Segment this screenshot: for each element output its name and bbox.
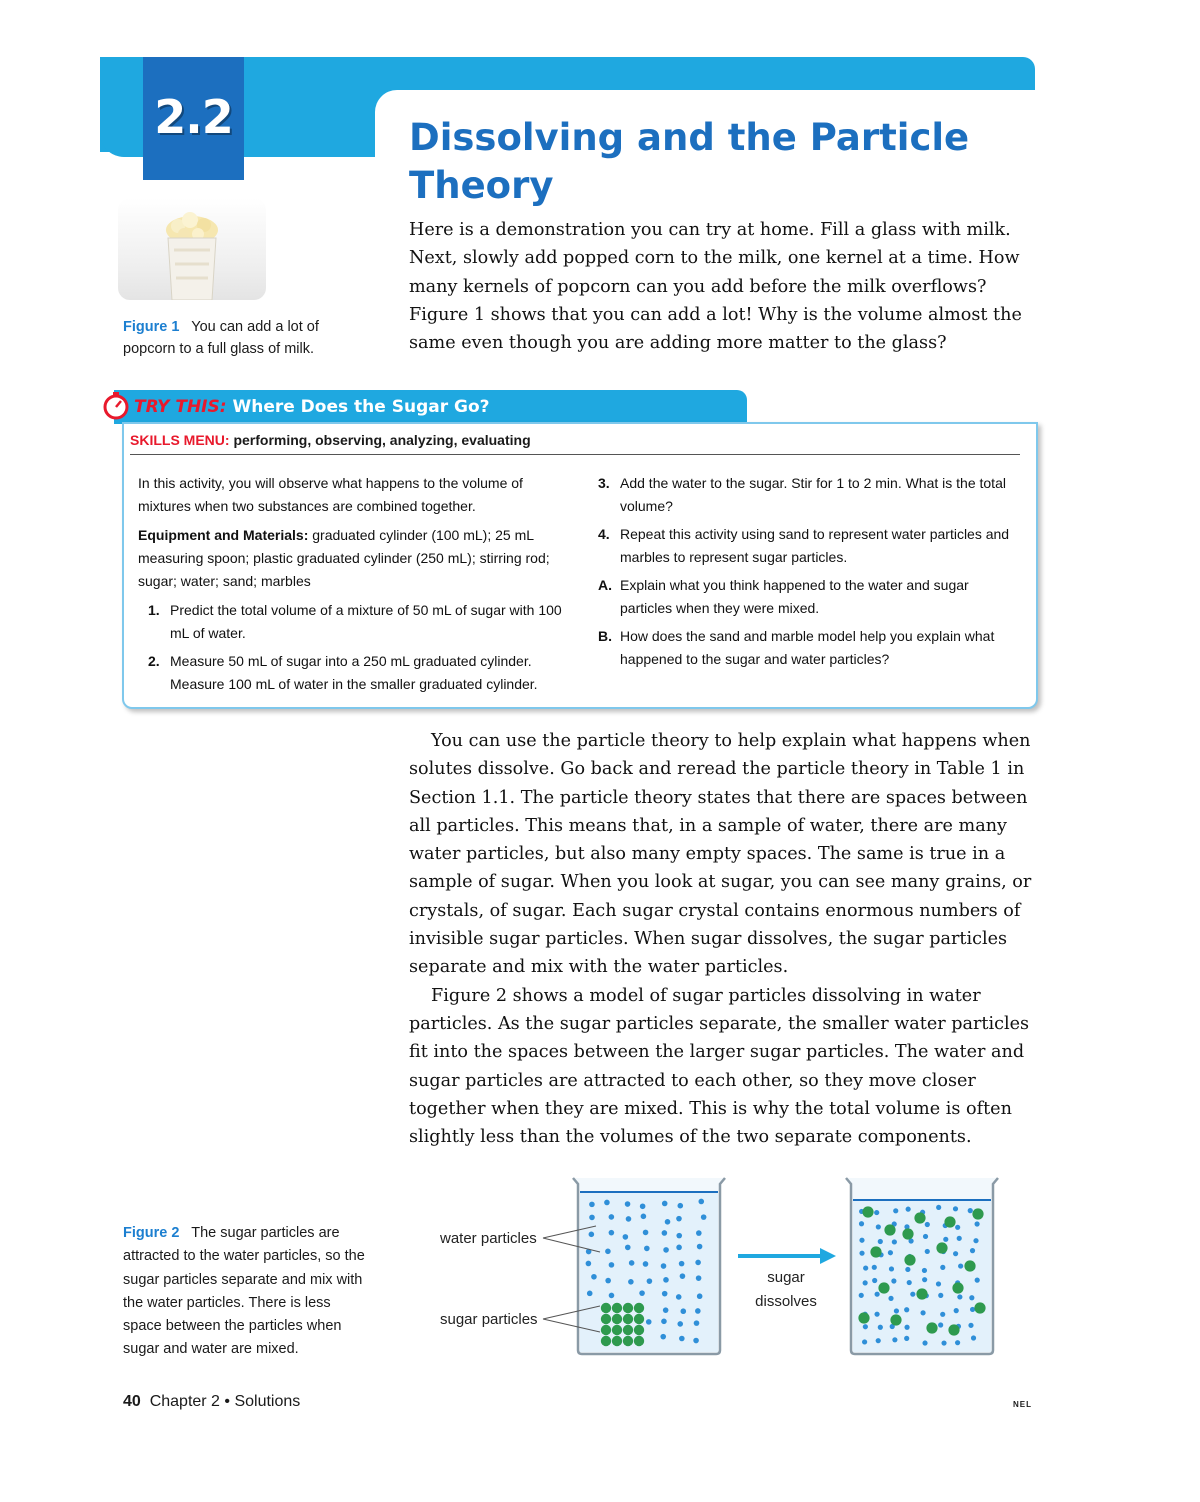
water-particle	[920, 1310, 925, 1315]
sugar-particle	[936, 1242, 947, 1253]
water-particle	[676, 1233, 682, 1239]
sugar-particle	[974, 1302, 985, 1313]
sugar-particle	[858, 1312, 869, 1323]
water-particle	[629, 1260, 635, 1266]
sugar-particle	[890, 1314, 901, 1325]
water-particle	[943, 1237, 948, 1242]
section-number: 2.2	[154, 90, 233, 144]
arrow-label-2: dissolves	[755, 1293, 817, 1310]
water-particle	[957, 1294, 962, 1299]
water-particle	[859, 1251, 864, 1256]
water-particle	[955, 1340, 960, 1345]
try-this-title	[134, 397, 490, 417]
water-particle	[680, 1308, 686, 1314]
water-particle	[969, 1295, 974, 1300]
water-particle	[878, 1325, 883, 1330]
water-particle	[954, 1308, 959, 1313]
water-particle	[936, 1205, 941, 1210]
water-particle	[894, 1308, 899, 1313]
question-text: How does the sand and marble model help you explain what happened to the sugar and water particles?	[620, 628, 995, 667]
water-particle	[665, 1219, 671, 1225]
water-particle	[938, 1293, 943, 1298]
water-particle	[679, 1261, 685, 1267]
water-particle	[904, 1336, 909, 1341]
step-item	[598, 523, 1023, 569]
water-particle	[907, 1280, 912, 1285]
question-item	[598, 574, 1023, 620]
try-this-label: TRY THIS:	[134, 397, 227, 417]
water-particle	[904, 1325, 909, 1330]
question-letter: B.	[598, 628, 612, 644]
figure1-text: You can add a lot of popcorn to a full glass of milk.	[123, 319, 319, 357]
water-particle	[940, 1312, 945, 1317]
chapter-label: Chapter 2 • Solutions	[149, 1393, 301, 1410]
water-particle	[970, 1307, 975, 1312]
sugar-particle	[972, 1208, 983, 1219]
water-particle	[875, 1292, 880, 1297]
water-particle	[694, 1320, 700, 1326]
water-particle	[605, 1278, 611, 1284]
equipment-label: Equipment and Materials:	[138, 527, 309, 543]
sugar-particle	[601, 1314, 611, 1324]
water-particle	[975, 1278, 980, 1283]
water-particle	[663, 1307, 669, 1313]
water-particle	[695, 1260, 701, 1266]
water-particle	[957, 1236, 962, 1241]
water-particle	[662, 1201, 668, 1207]
question-text: Explain what you think happened to the water and sugar particles when they were mixed.	[620, 577, 969, 616]
water-particle	[587, 1291, 593, 1297]
water-particle	[625, 1201, 631, 1207]
water-particle	[888, 1296, 893, 1301]
sugar-particle	[623, 1314, 633, 1324]
water-particle	[923, 1234, 928, 1239]
sugar-particle	[612, 1303, 622, 1313]
water-particle	[955, 1225, 960, 1230]
water-particle	[863, 1265, 868, 1270]
water-particle	[940, 1265, 945, 1270]
step-number: 4.	[598, 526, 610, 542]
sugar-particle	[926, 1322, 937, 1333]
water-particle	[953, 1206, 958, 1211]
dissolving-diagram	[410, 1170, 1010, 1362]
water-particle	[863, 1280, 868, 1285]
step-item	[598, 472, 1023, 518]
water-particle	[872, 1265, 877, 1270]
water-particle	[589, 1215, 595, 1221]
step-number: 2.	[148, 653, 160, 669]
intro-paragraph: Here is a demonstration you can try at home. Fill a glass with milk. Next, slowly add popped corn to the milk, one kernel at a time. How many kernels of popcorn can you add before the milk overflows? Figure 1 shows that you can add a lot! Why is the volume almost the same even though you are adding more matter to the glass?	[409, 220, 1022, 354]
water-particle	[889, 1266, 894, 1271]
sugar-particle	[870, 1246, 881, 1257]
water-particle	[589, 1202, 595, 1208]
water-particle	[893, 1208, 898, 1213]
water-particle	[892, 1239, 897, 1244]
sugar-particles-label: sugar particles	[440, 1311, 538, 1328]
sugar-particle	[601, 1325, 611, 1335]
step-text: Repeat this activity using sand to represent water particles and marbles to represent sugar particles.	[620, 526, 1010, 565]
step-item	[148, 650, 578, 696]
figure2-text: The sugar particles are attracted to the water particles, so the sugar particles separate and mix with the water particles. There is less space between the particles when sugar and water are mixed.	[123, 1225, 365, 1358]
water-particle	[970, 1248, 975, 1253]
figure1-caption	[123, 316, 353, 360]
sugar-particle	[964, 1260, 975, 1271]
sugar-particle	[902, 1228, 913, 1239]
water-particle	[663, 1277, 669, 1283]
arrow-label-1: sugar	[767, 1269, 805, 1286]
water-particle	[696, 1275, 702, 1281]
water-particle	[922, 1268, 927, 1273]
step-text: Measure 50 mL of sugar into a 250 mL graduated cylinder. Measure 100 mL of water in the smaller graduated cylinder.	[170, 653, 538, 692]
sugar-particle	[944, 1216, 955, 1227]
step-item	[148, 599, 578, 645]
water-particle	[968, 1323, 973, 1328]
water-particle	[626, 1216, 632, 1222]
water-particle	[910, 1292, 915, 1297]
water-particle	[863, 1324, 868, 1329]
sugar-particle	[916, 1288, 927, 1299]
water-particle	[676, 1245, 682, 1251]
water-particle	[974, 1221, 979, 1226]
water-particle	[859, 1238, 864, 1243]
water-particle	[679, 1336, 685, 1342]
water-particle	[925, 1222, 930, 1227]
water-particle	[623, 1234, 629, 1240]
figure2-caption	[123, 1222, 373, 1362]
step-number: 3.	[598, 475, 610, 491]
water-particle	[696, 1230, 702, 1236]
water-particle	[862, 1339, 867, 1344]
water-particle	[625, 1245, 631, 1251]
water-particle	[874, 1312, 879, 1317]
popcorn-milk-photo	[118, 198, 266, 300]
equipment-text: graduated cylinder (100 mL); 25 mL measuring spoon; plastic graduated cylinder (250 mL); stirring rod; sugar; water; sand; marbles	[138, 527, 550, 589]
question-item	[598, 625, 1023, 671]
water-particle	[695, 1308, 701, 1314]
try-this-heading: Where Does the Sugar Go?	[232, 397, 490, 417]
page-title: Dissolving and the Particle Theory	[409, 116, 970, 207]
water-particle	[609, 1214, 615, 1220]
water-particle	[878, 1239, 883, 1244]
sugar-particle	[601, 1336, 611, 1346]
equipment-list	[138, 524, 578, 593]
water-particle	[888, 1250, 893, 1255]
water-particle	[968, 1208, 973, 1213]
water-particle	[922, 1340, 927, 1345]
water-particle	[925, 1249, 930, 1254]
body-paragraph-2: Figure 2 shows a model of sugar particles dissolving in water particles. As the sugar particles separate, the smaller water particles fit into the spaces between the larger sugar particles. The water and sugar particles are attracted to each other, so they move closer together when they are mixed. This is why the total volume is often slightly less than the volumes of the two separate components.	[409, 985, 1030, 1148]
water-particle	[922, 1277, 927, 1282]
water-particle	[936, 1281, 941, 1286]
page-number: 40	[123, 1393, 141, 1410]
sugar-particle	[612, 1336, 622, 1346]
water-particle	[646, 1319, 652, 1325]
water-particle	[589, 1232, 595, 1238]
sugar-particle	[623, 1325, 633, 1335]
skills-menu-label: SKILLS MENU:	[130, 432, 230, 448]
figure1-label: Figure 1	[123, 319, 180, 335]
skills-list: performing, observing, analyzing, evaluating	[233, 432, 531, 448]
water-particle	[973, 1238, 978, 1243]
water-particle	[591, 1274, 597, 1280]
sugar-particle	[634, 1325, 644, 1335]
water-particle	[661, 1263, 667, 1269]
sugar-particle	[914, 1212, 925, 1223]
water-particle	[609, 1293, 615, 1299]
water-particle	[609, 1230, 615, 1236]
sugar-particle	[623, 1303, 633, 1313]
stopwatch-icon	[102, 392, 130, 420]
water-particle	[604, 1200, 610, 1206]
water-particle	[640, 1203, 646, 1209]
water-particle	[697, 1244, 703, 1250]
sugar-particle	[612, 1314, 622, 1324]
sugar-particle	[904, 1254, 915, 1265]
body-text	[409, 727, 1039, 1151]
dissolve-arrow-head	[820, 1248, 836, 1264]
water-particle	[971, 1335, 976, 1340]
water-particle	[662, 1291, 668, 1297]
water-particle	[641, 1214, 647, 1220]
water-particle	[676, 1216, 682, 1222]
sugar-particle	[878, 1282, 889, 1293]
sugar-particle	[601, 1303, 611, 1313]
water-particle	[628, 1279, 634, 1285]
water-particle	[693, 1338, 699, 1344]
water-particle	[701, 1214, 707, 1220]
water-particle	[660, 1334, 666, 1340]
sugar-particle	[862, 1206, 873, 1217]
water-particle	[677, 1203, 683, 1209]
publisher-mark: NEL	[1013, 1400, 1032, 1409]
water-particle	[859, 1221, 864, 1226]
water-particle	[953, 1251, 958, 1256]
skills-menu	[130, 432, 1020, 455]
sugar-particle	[634, 1314, 644, 1324]
water-particle	[891, 1278, 896, 1283]
water-particle	[609, 1262, 615, 1268]
water-particle	[941, 1340, 946, 1345]
beaker-before	[573, 1178, 725, 1354]
water-particle	[876, 1224, 881, 1229]
water-particle	[677, 1321, 683, 1327]
activity-intro: In this activity, you will observe what happens to the volume of mixtures when two substances are combined together.	[138, 475, 523, 514]
step-number: 1.	[148, 602, 160, 618]
sugar-particle	[952, 1282, 963, 1293]
try-this-left-column	[138, 472, 578, 701]
water-particle	[643, 1261, 649, 1267]
water-particles-label: water particles	[440, 1230, 537, 1247]
figure2-label: Figure 2	[123, 1225, 180, 1241]
water-particle	[661, 1319, 667, 1325]
water-particle	[676, 1294, 682, 1300]
water-particle	[958, 1263, 963, 1268]
water-particle	[904, 1307, 909, 1312]
water-particle	[680, 1273, 686, 1279]
water-particle	[874, 1210, 879, 1215]
page-footer	[123, 1393, 300, 1411]
try-this-right-column	[598, 472, 1023, 676]
water-particle	[876, 1338, 881, 1343]
water-particle	[605, 1249, 611, 1255]
water-particle	[644, 1246, 650, 1252]
water-particle	[859, 1293, 864, 1298]
step-text: Add the water to the sugar. Stir for 1 to 2 min. What is the total volume?	[620, 475, 1006, 514]
sugar-particle	[612, 1325, 622, 1335]
water-particle	[892, 1337, 897, 1342]
water-particle	[697, 1293, 703, 1299]
sugar-particle	[884, 1224, 895, 1235]
water-particle	[662, 1230, 668, 1236]
sugar-particle	[634, 1336, 644, 1346]
water-particle	[663, 1247, 669, 1253]
question-letter: A.	[598, 577, 612, 593]
water-particle	[872, 1278, 877, 1283]
water-particle	[586, 1261, 592, 1267]
water-particle	[698, 1199, 704, 1205]
water-particle	[643, 1230, 649, 1236]
water-particle	[647, 1278, 653, 1284]
sugar-particle	[623, 1336, 633, 1346]
sugar-particle	[948, 1324, 959, 1335]
water-particle	[639, 1290, 645, 1296]
water-particle	[905, 1267, 910, 1272]
water-particle	[938, 1322, 943, 1327]
sugar-particle	[634, 1303, 644, 1313]
body-paragraph-1: You can use the particle theory to help explain what happens when solutes dissolve. Go back and reread the particle theory in Table 1 in Section 1.1. The particle theory states that there are spaces between all particles. This means that, in a sample of water, there are many water particles, but also many empty spaces. The same is true in a sample of sugar. When you look at sugar, you can see many grains, or crystals, of sugar. Each sugar crystal contains enormous numbers of invisible sugar particles. When sugar dissolves, the sugar particles separate and mix with the water particles.	[409, 731, 1032, 978]
step-text: Predict the total volume of a mixture of 50 mL of sugar with 100 mL of water.	[170, 602, 562, 641]
water-particle	[906, 1207, 911, 1212]
